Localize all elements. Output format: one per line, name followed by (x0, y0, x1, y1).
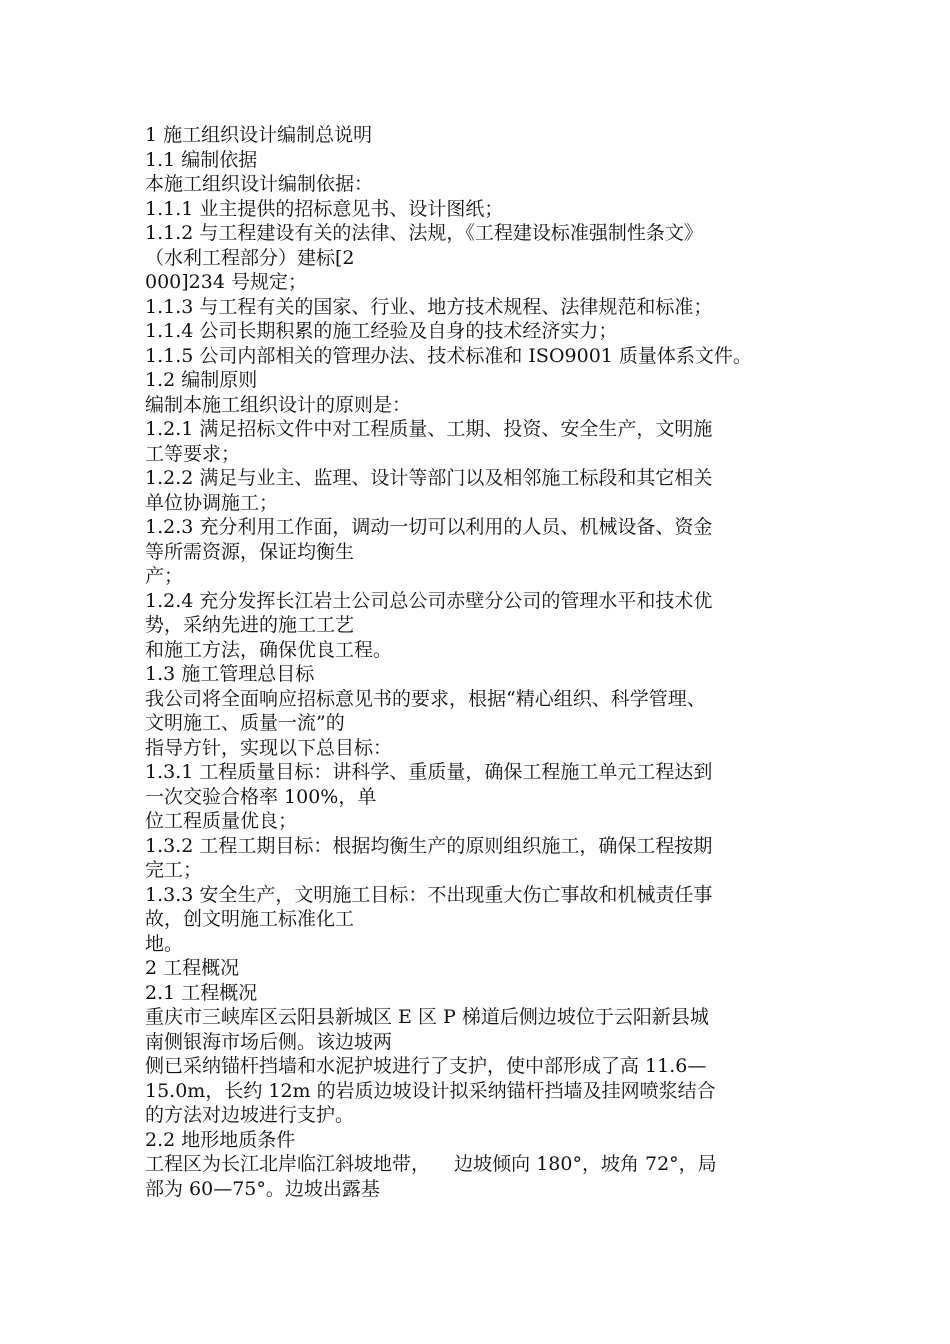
paragraph-line: 1.1.1 业主提供的招标意见书、设计图纸； (145, 197, 504, 220)
paragraph-line: 重庆市三峡库区云阳县新城区 E 区 P 梯道后侧边坡位于云阳新县城 (145, 1006, 709, 1028)
paragraph-line: 地。 (145, 932, 184, 955)
paragraph-line: 本施工组织设计编制依据： (145, 173, 374, 195)
section-heading-2: 2 工程概况 (145, 957, 240, 979)
paragraph-line: 指导方针，实现以下总目标： (145, 736, 393, 759)
paragraph-line: 的方法对边坡进行支护。 (145, 1104, 355, 1126)
subsection-heading-2-2: 2.2 地形地质条件 (145, 1128, 296, 1151)
paragraph-line: 1.2.3 充分利用工作面，调动一切可以利用的人员、机械设备、资金 (145, 516, 713, 538)
paragraph-line: 1.3.1 工程质量目标：讲科学、重质量，确保工程施工单元工程达到 (145, 761, 713, 783)
paragraph-line: 工程区为长江北岸临江斜坡地带， 边坡倾向 180°，坡角 72°，局 (145, 1153, 717, 1175)
paragraph-line: 我公司将全面响应招标意见书的要求，根据“精心组织、科学管理、 (145, 687, 706, 710)
paragraph-line: 文明施工、质量一流”的 (145, 712, 345, 734)
paragraph-line: 000]234 号规定； (145, 271, 307, 293)
paragraph-line: 1.2.1 满足招标文件中对工程质量、工期、投资、安全生产，文明施 (145, 418, 713, 440)
paragraph-line: （水利工程部分）建标[2 (145, 246, 355, 269)
paragraph-line: 南侧银海市场后侧。该边坡两 (145, 1030, 393, 1053)
paragraph-line: 编制本施工组织设计的原则是： (145, 393, 412, 416)
paragraph-line: 1.2.4 充分发挥长江岩土公司总公司赤壁分公司的管理水平和技术优 (145, 589, 713, 612)
paragraph-line: 和施工方法，确保优良工程。 (145, 638, 393, 661)
paragraph-line: 单位协调施工； (145, 491, 279, 514)
subsection-heading-2-1: 2.1 工程概况 (145, 981, 258, 1004)
paragraph-line: 故，创文明施工标准化工 (145, 908, 355, 930)
paragraph-line: 15.0m，长约 12m 的岩质边坡设计拟采纳锚杆挡墙及挂网喷浆结合 (145, 1079, 716, 1102)
paragraph-line: 一次交验合格率 100%，单 (145, 785, 377, 808)
subsection-heading-1-1: 1.1 编制依据 (145, 148, 258, 171)
paragraph-line: 1.3.2 工程工期目标：根据均衡生产的原则组织施工，确保工程按期 (145, 834, 713, 857)
subsection-heading-1-3: 1.3 施工管理总目标 (145, 663, 315, 685)
paragraph-line: 位工程质量优良； (145, 810, 298, 832)
paragraph-line: 1.3.3 安全生产，文明施工目标：不出现重大伤亡事故和机械责任事 (145, 883, 713, 906)
paragraph-line: 工等要求； (145, 442, 241, 465)
paragraph-line: 1.1.2 与工程建设有关的法律、法规，《工程建设标准强制性条文》 (145, 222, 703, 244)
paragraph-line: 部为 60—75°。边坡出露基 (145, 1177, 380, 1200)
paragraph-line: 1.1.3 与工程有关的国家、行业、地方技术规程、法律规范和标准； (145, 295, 713, 318)
paragraph-line: 1.1.5 公司内部相关的管理办法、技术标准和 ISO9001 质量体系文件。 (145, 344, 752, 367)
paragraph-line: 完工； (145, 859, 203, 881)
subsection-heading-1-2: 1.2 编制原则 (145, 369, 258, 391)
paragraph-line: 等所需资源，保证均衡生 (145, 540, 355, 563)
paragraph-line: 势，采纳先进的施工工艺 (145, 614, 355, 636)
paragraph-line: 侧已采纳锚杆挡墙和水泥护坡进行了支护，使中部形成了高 11.6— (145, 1055, 707, 1077)
section-heading-1: 1 施工组织设计编制总说明 (145, 124, 373, 146)
document-body (145, 123, 825, 1201)
paragraph-line: 1.2.2 满足与业主、监理、设计等部门以及相邻施工标段和其它相关 (145, 467, 713, 489)
paragraph-line: 产； (145, 565, 184, 587)
paragraph-line: 1.1.4 公司长期积累的施工经验及自身的技术经济实力； (145, 320, 618, 342)
